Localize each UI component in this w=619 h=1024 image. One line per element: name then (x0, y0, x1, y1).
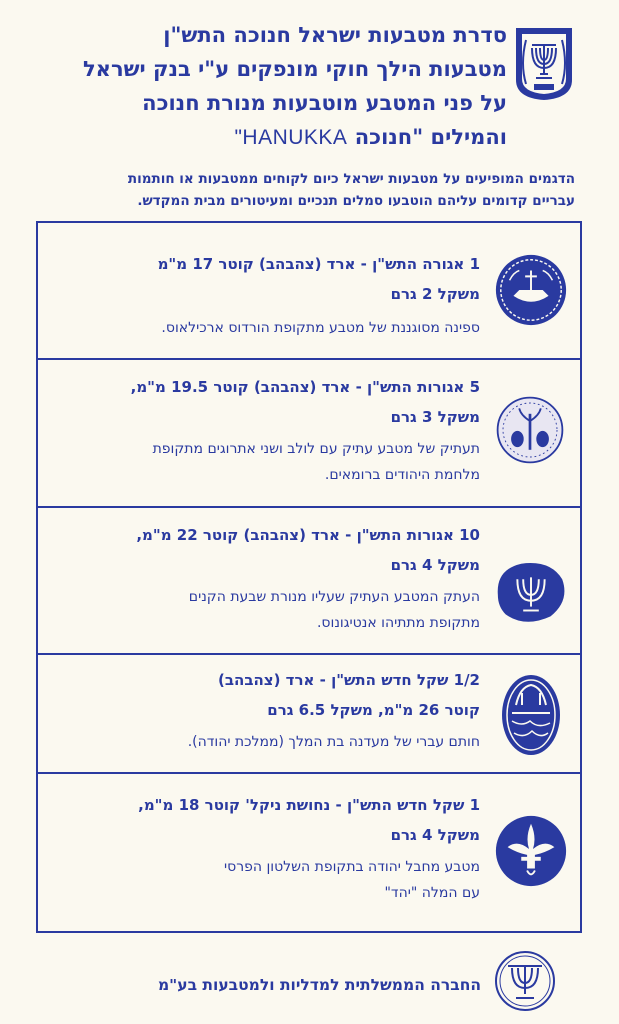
coin-spec-line: 1 שקל חדש התש"ן - נחושת ניקל' קוטר 18 מ"מ, (138, 796, 480, 814)
coins-table (36, 221, 582, 933)
title-line-4-hebrew: והמילים "חנוכה (354, 125, 507, 149)
title-line-1: סדרת מטבעות ישראל חנוכה התש"ן (163, 23, 507, 47)
ancient-seal-lyre-icon (500, 673, 562, 757)
coin-desc-line: תעתיק של מטבע עתיק עם לולב ושני אתרוגים מתקופת (152, 441, 480, 457)
coin-row-text (44, 665, 480, 755)
coin-spec-line: משקל 4 גרם (390, 556, 480, 574)
coin-row (38, 774, 580, 931)
ancient-coin-menorah-icon (492, 552, 570, 630)
title-line-2: מטבעות הילך חוקי מונפקים ע"י בנק ישראל (82, 57, 507, 81)
coin-spec-line: 1 אגורה התש"ן - ארד (צהבהב) קוטר 17 מ"מ (157, 255, 480, 273)
coin-spec-line: משקל 2 גרם (390, 285, 480, 303)
coin-row (38, 223, 580, 360)
ancient-coin-ship-icon (492, 251, 570, 329)
coin-row-text (44, 372, 480, 488)
coin-desc-line: עם המלה "יהד" (384, 885, 480, 901)
coin-desc-line: חותם עברי של מעדנה בת המלך (ממלכת יהודה). (187, 734, 480, 750)
title-line-3: על פני המטבע מוטבעות מנורת חנוכה (142, 91, 507, 115)
coin-desc-line: מלחמת היהודים ברומאים. (324, 467, 480, 483)
leaflet-title (7, 18, 507, 155)
coin-row (38, 508, 580, 655)
coin-row-text (44, 520, 480, 636)
ancient-coin-lily-icon (492, 812, 570, 890)
coin-spec-line: 5 אגורות התש"ן - ארד (צהבהב) קוטר 19.5 מ"מ, (130, 378, 480, 396)
corporation-menorah-logo-icon (494, 950, 556, 1012)
coin-spec-line: משקל 4 גרם (390, 826, 480, 844)
issuer-name: החברה הממשלתית למדליות ולמטבעות בע"מ (157, 976, 481, 994)
coin-row (38, 360, 580, 508)
intro-paragraph (35, 168, 575, 212)
coin-row-text (44, 249, 480, 341)
title-line-4-latin: HANUKKA" (234, 126, 348, 149)
title-line-4 (7, 120, 507, 155)
ancient-coin-lulav-icon (494, 394, 566, 466)
coin-desc-line: מטבע מחבל יהודה בתקופת השלטון הפרסי (223, 859, 480, 875)
coin-desc-line: העתק המטבע העתיק שעליו מנורת שבעת הקנים (188, 589, 480, 605)
coin-row (38, 655, 580, 774)
coin-desc-line: מתקופת מתתיהו אנטיגונוס. (316, 615, 480, 631)
state-emblem-icon (512, 24, 576, 102)
coin-spec-line: קוטר 26 מ"מ, משקל 6.5 גרם (267, 701, 480, 719)
coin-spec-line: 10 אגורות התש"ן - ארד (צהבהב) קוטר 22 מ"מ, (136, 526, 480, 544)
coin-desc-line: ספינה מסוגננת של מטבע מתקופת הורדוס ארכילאוס. (161, 320, 480, 336)
intro-line-2: עבריים קדומים עליהם הוטבעו סמלים תנכיים ומעיטורים מבית המקדש. (137, 193, 575, 209)
coin-spec-line: 1/2 שקל חדש התש"ן - ארד (צהבהב) (218, 671, 480, 689)
coin-row-text (44, 790, 480, 906)
coin-spec-line: משקל 3 גרם (390, 408, 480, 426)
intro-line-1: הדגמים המופיעים על מטבעות ישראל כיום לקוחים ממטבעות או חותמות (127, 171, 575, 187)
